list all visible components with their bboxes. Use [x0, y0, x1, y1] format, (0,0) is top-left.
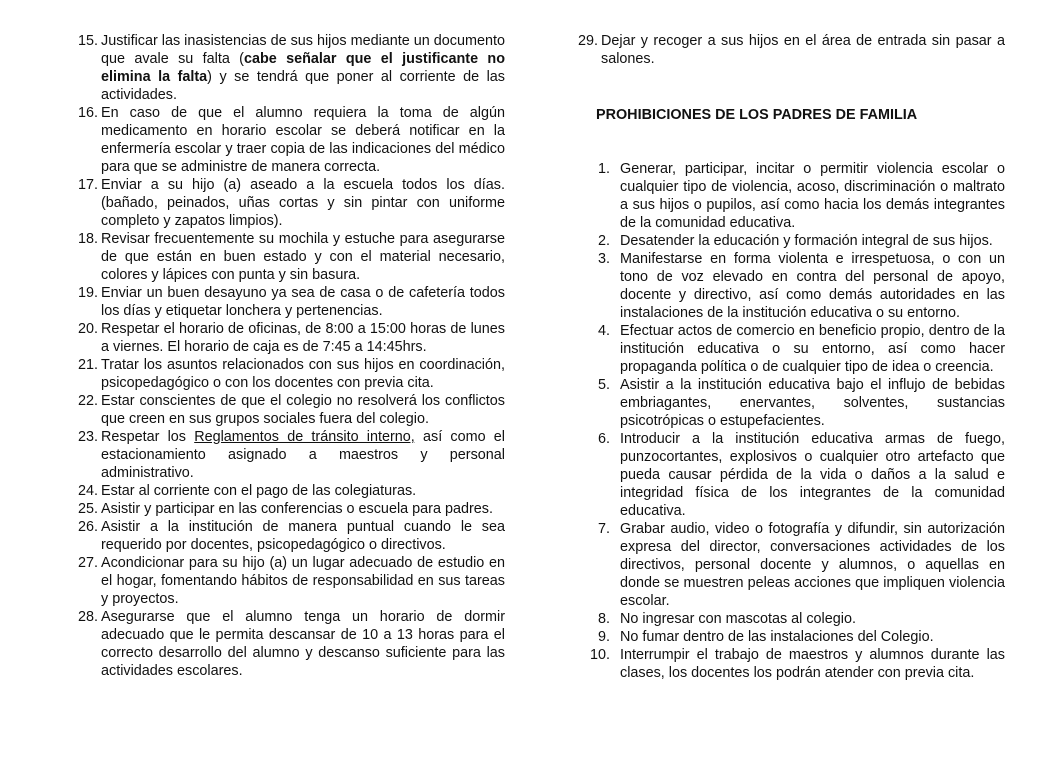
prohibition-item	[570, 520, 1005, 610]
item-number: 3.	[597, 251, 610, 267]
item-number: 25.	[77, 501, 98, 517]
item-text: así como el estacionamiento asignado a maestros y personal administrativo.	[101, 429, 505, 481]
item-text: Estar al corriente con el pago de las colegiaturas.	[101, 483, 417, 499]
item-number: 5.	[597, 377, 610, 393]
list-item	[70, 518, 505, 554]
list-item	[70, 176, 505, 230]
item-number: 1.	[597, 161, 610, 177]
item-text: Respetar los	[101, 429, 195, 445]
list-item	[70, 428, 505, 482]
prohibition-item	[570, 646, 1005, 682]
item-text: Generar, participar, incitar o permitir violencia escolar o cualquier tipo de violencia, acoso, discriminación o maltrato a sus hijos o pupilos, así como hacia los demás integrantes de la comunidad educativa.	[620, 161, 1005, 231]
item-number: 8.	[597, 611, 610, 627]
item-text: Enviar a su hijo (a) aseado a la escuela todos los días. (bañado, peinados, uñas cortas y sin pintar con uniforme completo y zapatos limpios).	[101, 177, 505, 229]
item-number: 29.	[577, 33, 598, 49]
list-item-29	[570, 32, 1005, 68]
item-text: Dejar y recoger a sus hijos en el área de entrada sin pasar a salones.	[601, 33, 1005, 67]
item-text: Interrumpir el trabajo de maestros y alumnos durante las clases, los docentes los podrán atender con previa cita.	[620, 647, 1005, 681]
list-item	[70, 32, 505, 104]
parent-obligations-list	[70, 32, 505, 680]
prohibition-item	[570, 160, 1005, 232]
list-item	[70, 356, 505, 392]
item-text: Asegurarse que el alumno tenga un horario de dormir adecuado que le permita descansar de 10 a 13 horas para el correcto desarrollo del alumno y descanso suficiente para las actividades escolares.	[101, 609, 505, 679]
prohibitions-heading: PROHIBICIONES DE LOS PADRES DE FAMILIA	[596, 107, 918, 123]
item-number: 23.	[77, 429, 98, 445]
item-text: Justificar las inasistencias de sus hijos mediante un documento que avale su falta (	[101, 33, 505, 67]
prohibition-item	[570, 376, 1005, 430]
prohibition-item	[570, 232, 1005, 250]
item-number: 16.	[77, 105, 98, 121]
item-number: 6.	[597, 431, 610, 447]
item-text: ) y se tendrá que poner al corriente de las actividades.	[101, 69, 505, 103]
prohibition-item	[570, 628, 1005, 646]
item-number: 18.	[77, 231, 98, 247]
prohibitions-list	[570, 160, 1005, 682]
item-text: Introducir a la institución educativa armas de fuego, punzocortantes, explosivos o cualquier otro artefacto que pueda causar pérdida de la vida o daños a la salud e integridad física de los integrantes de la comunidad educativa.	[620, 431, 1005, 519]
item-number: 15.	[77, 33, 98, 49]
item-text: Grabar audio, video o fotografía y difundir, sin autorización expresa del director, conversaciones actividades de los directivos, personal docente y alumnos, o aquellas en donde se muestren peleas acciones que impliquen violencia escolar.	[620, 521, 1005, 609]
item-text: En caso de que el alumno requiera la toma de algún medicamento en horario escolar se deberá notificar en la enfermería escolar y traer copia de las indicaciones del médico para que se administre de manera correcta.	[101, 105, 505, 175]
item-text: Asistir a la institución de manera puntual cuando le sea requerido por docentes, psicopedagógico o directivos.	[101, 519, 505, 553]
list-item	[70, 482, 505, 500]
item-number: 27.	[77, 555, 98, 571]
prohibition-item	[570, 610, 1005, 628]
item-text: No fumar dentro de las instalaciones del Colegio.	[620, 629, 934, 645]
item-text: Desatender la educación y formación integral de sus hijos.	[620, 233, 993, 249]
list-item	[70, 284, 505, 320]
underlined-text: Reglamentos de tránsito interno,	[194, 429, 415, 445]
list-item	[70, 104, 505, 176]
item-number: 22.	[77, 393, 98, 409]
item-text: Revisar frecuentemente su mochila y estuche para asegurarse de que están en buen estado y con el material necesario, colores y lápices con punta y sin basura.	[101, 231, 505, 283]
item-text: No ingresar con mascotas al colegio.	[620, 611, 856, 627]
item-number: 19.	[77, 285, 98, 301]
item-text: Tratar los asuntos relacionados con sus hijos en coordinación, psicopedagógico o con los docentes con previa cita.	[101, 357, 505, 391]
prohibition-item	[570, 250, 1005, 322]
right-column	[570, 32, 1005, 681]
prohibition-item	[570, 430, 1005, 520]
item-number: 10.	[589, 647, 610, 663]
emphasized-text: cabe señalar que el justificante no elimina la falta	[101, 51, 505, 85]
list-item	[70, 608, 505, 680]
item-text: Acondicionar para su hijo (a) un lugar adecuado de estudio en el hogar, fomentando hábitos de responsabilidad en sus tareas y proyectos.	[101, 555, 505, 607]
list-item	[70, 230, 505, 284]
item-text: Efectuar actos de comercio en beneficio propio, dentro de la institución educativa o su entorno, así como hacer propaganda política o de cualquier tipo de idea o creencia.	[620, 323, 1005, 375]
item-text: Enviar un buen desayuno ya sea de casa o de cafetería todos los días y etiquetar lonchera y pertenencias.	[101, 285, 505, 319]
item-number: 21.	[77, 357, 98, 373]
item-number: 7.	[597, 521, 610, 537]
item-text: Asistir y participar en las conferencias o escuela para padres.	[101, 501, 493, 517]
item-number: 28.	[77, 609, 98, 625]
item-number: 20.	[77, 321, 98, 337]
item-text: Manifestarse en forma violenta e irrespetuosa, o con un tono de voz elevado en contra del personal de apoyo, docente y directivo, así como demás autoridades en las instalaciones de la institución educativa o su entorno.	[620, 251, 1005, 321]
item-text: Respetar el horario de oficinas, de 8:00 a 15:00 horas de lunes a viernes. El horario de caja es de 7:45 a 14:45hrs.	[101, 321, 505, 355]
item-number: 17.	[77, 177, 98, 193]
item-number: 2.	[597, 233, 610, 249]
list-item	[70, 500, 505, 518]
item-text: Estar conscientes de que el colegio no resolverá los conflictos que creen en sus grupos sociales fuera del colegio.	[101, 393, 505, 427]
list-item	[70, 392, 505, 428]
prohibition-item	[570, 322, 1005, 376]
item-number: 26.	[77, 519, 98, 535]
item-number: 24.	[77, 483, 98, 499]
list-item	[70, 320, 505, 356]
item-number: 4.	[597, 323, 610, 339]
left-column	[70, 32, 505, 680]
item-text: Asistir a la institución educativa bajo el influjo de bebidas embriagantes, enervantes, solventes, sustancias psicotrópicas o estupefacientes.	[620, 377, 1005, 429]
item-number: 9.	[597, 629, 610, 645]
list-item	[70, 554, 505, 608]
